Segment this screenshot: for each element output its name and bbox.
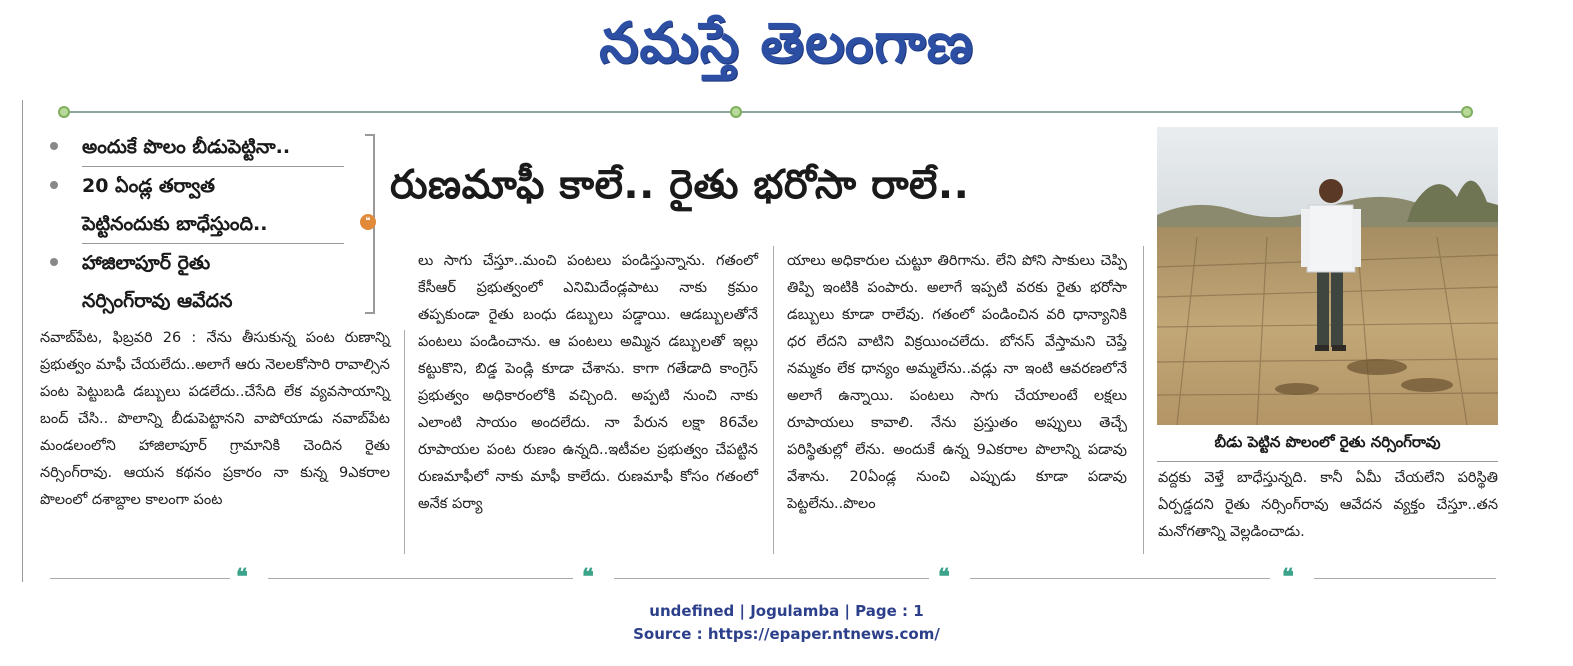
bottom-rule-segment <box>268 578 573 579</box>
bullet-line: పెట్టినందుకు బాధేస్తుంది.. <box>82 213 268 235</box>
column-text: యాలు అధికారుల చుట్టూ తిరిగాను. లేని పోని సాకులు చెప్పి తిప్పి ఇంటికి పంపారు. అలాగే ఇప్పటి వరకు రైతు భరోసా డబ్బులు కూడా రాలేవు. గతంలో పండించిన వరి ధాన్యానికి ధర లేదని వాటిని విక్రయించలేదు. బోనస్ వేస్తామని చెప్తే నమ్మకం లేక ధాన్యం అమ్మలేను..వడ్లు నా ఇంటి ఆవరణలోనే అలాగే ఉన్నాయి. పంటలు సాగు చేయాలంటే లక్షలు రూపాయలు కావాలి. నేను ప్రస్తుతం అప్పులు తెచ్చే పరిస్థితుల్లో లేను. అందుకే ఉన్న 9ఎకరాల పొలాన్ని పడావు వేశాను. 20ఏండ్ల నుంచి ఎప్పుడు కూడా పడావు పెట్టలేను..పొలం <box>787 253 1127 512</box>
rule-ornament-right <box>1461 106 1473 118</box>
footer-source-line: Source : https://epaper.ntnews.com/ <box>633 625 940 643</box>
bottom-rule-segment <box>970 578 1270 579</box>
farmer-photo <box>1157 127 1498 425</box>
rule-ornament-left <box>58 106 70 118</box>
footer-edition-line: undefined | Jogulamba | Page : 1 <box>649 602 924 620</box>
quote-badge-icon: ❝ <box>360 214 376 230</box>
bullet-line: నర్సింగ్‌రావు ఆవేదన <box>82 290 233 312</box>
column-divider <box>404 330 405 554</box>
article-column-2 <box>418 248 758 518</box>
bullet-item <box>30 128 370 166</box>
top-divider-rule <box>64 111 1469 113</box>
masthead-title: నమస్తే తెలంగాణ <box>599 11 974 76</box>
quote-mark-icon: ❝ <box>236 564 248 590</box>
article-column-4 <box>1158 465 1498 546</box>
bullet-line: అందుకే పొలం బీడుపెట్టినా.. <box>82 136 291 158</box>
article-column-3 <box>787 248 1127 518</box>
bottom-rule-segment <box>614 578 929 579</box>
bullet-item <box>30 244 370 320</box>
column-text: వద్దకు వెళ్తే బాధేస్తున్నది. కానీ ఏమీ చేయలేని పరిస్థితి ఏర్పడ్డదని రైతు నర్సింగ్‌రావు ఆవేదన వ్యక్తం చేస్తూ..తన మనోగతాన్ని వెల్లడించాడు. <box>1158 470 1498 540</box>
bullet-dot-icon <box>50 181 58 189</box>
bullet-item <box>30 167 370 243</box>
bottom-rule-segment <box>50 578 230 579</box>
bullet-dot-icon <box>50 142 58 150</box>
rule-ornament-center <box>730 106 742 118</box>
bottom-rule-segment <box>1314 578 1496 579</box>
bullet-line: హాజిలాపూర్ రైతు <box>82 252 211 274</box>
bullet-dot-icon <box>50 258 58 266</box>
bullet-line: 20 ఏండ్ల తర్వాత <box>82 175 215 197</box>
quote-mark-icon: ❝ <box>1282 564 1294 590</box>
quote-mark-icon: ❝ <box>582 564 594 590</box>
photo-caption: బీడు పెట్టిన పొలంలో రైతు నర్సింగ్‌రావు <box>1157 427 1498 462</box>
column-text: నవాబ్‌పేట, ఫిబ్రవరి 26 : నేను తీసుకున్న పంట రుణాన్ని ప్రభుత్వం మాఫీ చేయలేదు..అలాగే ఆరు నెలలకోసారి రావాల్సిన పంట పెట్టుబడి డబ్బులు పడలేదు..చేసేది లేక వ్యవసాయాన్ని బంద్ చేసి.. పొలాన్ని బీడుపెట్టానని వాపోయాడు నవాబ్‌పేట మండలంలోని హాజిలాపూర్ గ్రామానికి చెందిన రైతు నర్సింగ్‌రావు. ఆయన కథనం ప్రకారం నా కున్న 9ఎకరాల పొలంలో దశాబ్దాల కాలంగా పంట <box>40 330 390 508</box>
column-divider <box>1143 246 1144 554</box>
quote-mark-icon: ❝ <box>938 564 950 590</box>
left-border-rule <box>22 100 23 582</box>
article-headline: రుణమాఫీ కాలే.. రైతు భరోసా రాలే.. <box>390 162 970 208</box>
farmer-field-image <box>1157 127 1498 425</box>
sub-headline-bullets <box>30 128 370 320</box>
article-column-1 <box>40 325 390 514</box>
column-divider <box>773 246 774 554</box>
column-text: లు సాగు చేస్తూ..మంచి పంటలు పండిస్తున్నాను. గతంలో కేసీఆర్ ప్రభుత్వంలో ఎనిమిదేండ్లపాటు నాకు క్రమం తప్పకుండా రైతు బంధు డబ్బులు పడ్డాయి. ఆడబ్బులతోనే పంటలు పండించాను. ఆ పంటలు అమ్మిన డబ్బులతో ఇల్లు కట్టుకొని, బిడ్డ పెండ్లి కూడా చేశాను. కాగా గతేడాది కాంగ్రెస్ ప్రభుత్వం అధికారంలోకి వచ్చింది. అప్పటి నుంచి నాకు ఎలాంటి సాయం అందలేదు. నా పేరున లక్షా 86వేల రూపాయల పంట రుణం ఉన్నది..ఇటీవల ప్రభుత్వం చేపట్టిన రుణమాఫీలో నాకు మాఫీ కాలేదు. రుణమాఫీ కోసం గతంలో అనేక పర్యా <box>418 253 758 512</box>
